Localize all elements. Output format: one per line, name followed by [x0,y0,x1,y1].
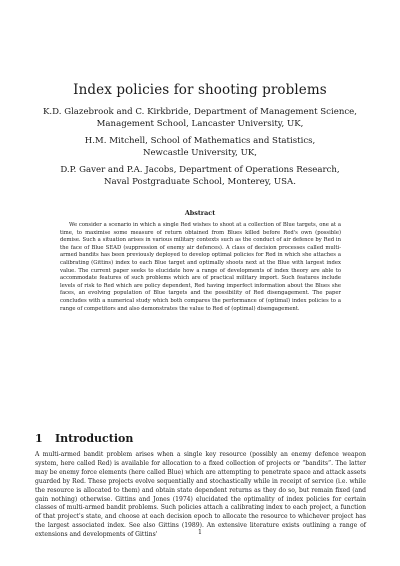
abstract-heading: Abstract [184,209,216,217]
author-list [30,106,370,193]
author-affiliation [30,106,370,130]
author-line: Management School, Lancaster University, UK, [96,119,304,129]
section-title: Introduction [55,432,134,445]
section-heading [35,432,133,445]
paper-title: Index policies for shooting problems [73,82,327,98]
author-affiliation [30,164,370,188]
author-line: Naval Postgraduate School, Monterey, USA. [103,177,296,187]
author-affiliation [30,135,370,159]
section-number: 1 [35,432,43,445]
author-line: D.P. Gaver and P.A. Jacobs, Department of Operations Research, [60,165,340,175]
author-line: Newcastle University, UK, [142,148,258,158]
author-line: H.M. Mitchell, School of Mathematics and Statistics, [84,136,316,146]
page-number: 1 [198,529,202,536]
abstract-text: We consider a scenario in which a single Red wishes to shoot at a collection of Blue targets, one at a time, to maximise some measure of return obtained from Blues killed before Red's own (possible) demise. Such a situation arises in various military contexts such as the conduct of air defence by Red in the face of Blue SEAD (suppression of enemy air defences). A class of decision processes called multi-armed bandits has been previously deployed to develop optimal policies for Red in which she attaches a calibrating (Gittins) index to each Blue target and optimally shoots next at the Blue with largest index value. The current paper seeks to elucidate how a range of developments of index theory are able to accommodate features of such problems which are of practical military import. Such features include levels of risk to Red which are policy dependent, Red having imperfect information about the Blues she faces, an evolving population of Blue targets and the possibility of Red disengagement. The paper concludes with a numerical study which both compares the performance of (optimal) index policies to a range of competitors and also demonstrates the value to Red of (optimal) disengagement. [60,222,341,312]
author-line: K.D. Glazebrook and C. Kirkbride, Department of Management Science, [43,107,357,117]
body-paragraph: A multi-armed bandit problem arises when a single key resource (possibly an enemy defence weapon system, here called Red) is available for allocation to a fixed collection of projects or “bandits”. The latter may be enemy force elements (here called Blue) which are attempting to penetrate space and attack assets guarded by Red. These projects evolve sequentially and stochastically while in receipt of service (i.e. while the resource is allocated to them) and obtain state dependent returns as they do so, but remain fixed (and gain nothing) otherwise. Gittins and Jones (1974) elucidated the optimality of index policies for certain classes of multi-armed bandit problems. Such policies attach a calibrating index to each project, a function of that project's state, and choose at each decision epoch to allocate the resource to whichever project has the largest associated index. See also Gittins (1989). An extensive literature exists outlining a range of extensions and developments of Gittins' [35,451,366,539]
